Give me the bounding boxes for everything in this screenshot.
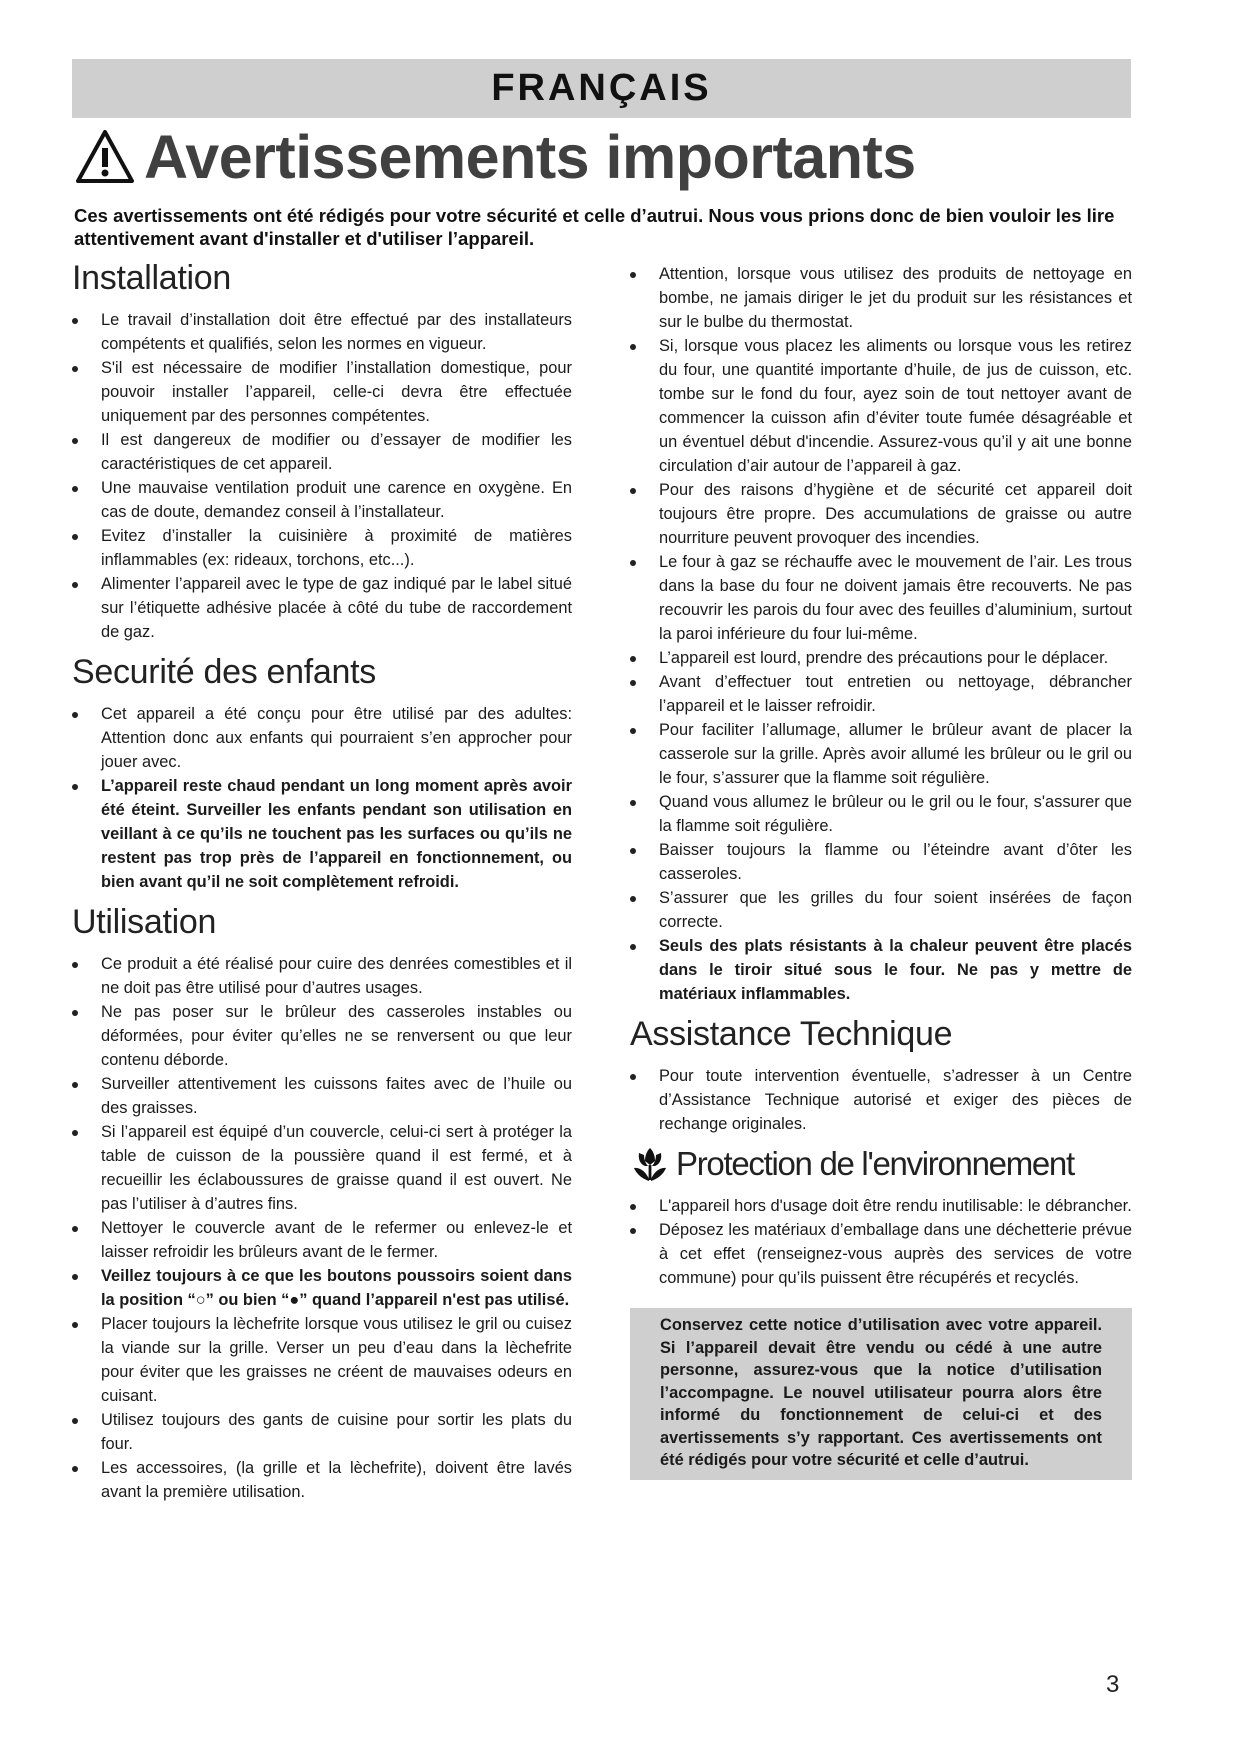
page-number: 3	[1106, 1671, 1120, 1698]
list-item: Ne pas poser sur le brûleur des casseroles instables ou déformées, pour éviter qu’elles ne se renversent ou que leur contenu déborde.	[72, 1000, 572, 1072]
bullet-icon	[72, 534, 78, 540]
list-item: L’appareil est lourd, prendre des précautions pour le déplacer.	[630, 646, 1132, 670]
bullet-icon	[72, 784, 78, 790]
bullet-icon	[72, 1010, 78, 1016]
environnement-list	[630, 1194, 1132, 1290]
installation-section	[72, 258, 572, 644]
bullet-icon	[630, 656, 636, 662]
assistance-section	[630, 1014, 1132, 1136]
bullet-icon	[72, 582, 78, 588]
page-title-text: Avertissements importants	[144, 123, 916, 191]
list-item: L’appareil reste chaud pendant un long moment après avoir été éteint. Surveiller les enfants pendant son utilisation en veillant à ce qu’ils ne touchent pas les surfaces ou qu’ils ne restent pas trop près de l’appareil en fonctionnement, ou bien avant qu’il ne soit complètement refroidi.	[72, 774, 572, 894]
securite-heading: Securité des enfants	[72, 653, 376, 691]
language-label: FRANÇAIS	[491, 67, 712, 109]
bullet-icon	[630, 680, 636, 686]
bullet-icon	[630, 896, 636, 902]
list-item: Pour faciliter l’allumage, allumer le brûleur avant de placer la casserole sur la grille. Après avoir allumé les brûleur ou le gril ou le four, s’assurer que la flamme soit régulière.	[630, 718, 1132, 790]
bullet-icon	[72, 1466, 78, 1472]
bullet-icon	[72, 1418, 78, 1424]
right-column	[630, 262, 1132, 1480]
bullet-icon	[630, 1204, 636, 1210]
securite-section	[72, 652, 572, 894]
list-item: S'il est nécessaire de modifier l’installation domestique, pour pouvoir installer l’appareil, celle-ci devra être effectuée uniquement par des personnes compétentes.	[72, 356, 572, 428]
bullet-icon	[630, 1074, 636, 1080]
list-item: Déposez les matériaux d’emballage dans une déchetterie prévue à cet effet (renseignez-vous auprès des services de votre commune) pour qu’ils puissent être récupérés et recyclés.	[630, 1218, 1132, 1290]
bullet-icon	[630, 272, 636, 278]
list-item: L'appareil hors d'usage doit être rendu inutilisable: le débrancher.	[630, 1194, 1132, 1218]
list-item: Une mauvaise ventilation produit une carence en oxygène. En cas de doute, demandez conseil à l’installateur.	[72, 476, 572, 524]
list-item: Surveiller attentivement les cuissons faites avec de l’huile ou des graisses.	[72, 1072, 572, 1120]
bullet-icon	[72, 1322, 78, 1328]
environnement-heading-text: Protection de l'environnement	[676, 1145, 1074, 1182]
bullet-icon	[630, 800, 636, 806]
utilisation-section	[72, 902, 572, 1504]
bullet-icon	[72, 962, 78, 968]
knob-off-symbol: ○	[195, 1291, 206, 1309]
bullet-icon	[630, 488, 636, 494]
list-item: Ce produit a été réalisé pour cuire des denrées comestibles et il ne doit pas être utilisé pour d’autres usages.	[72, 952, 572, 1000]
bullet-icon	[72, 486, 78, 492]
language-banner	[72, 59, 1131, 118]
list-item: Baisser toujours la flamme ou l’éteindre avant d’ôter les casseroles.	[630, 838, 1132, 886]
list-item: Attention, lorsque vous utilisez des produits de nettoyage en bombe, ne jamais diriger le jet du produit sur les résistances et sur le bulbe du thermostat.	[630, 262, 1132, 334]
page-title	[74, 118, 916, 196]
bullet-icon	[72, 1274, 78, 1280]
bullet-icon	[72, 1130, 78, 1136]
list-item: Alimenter l’appareil avec le type de gaz indiqué par le label situé sur l’étiquette adhésive placée à côté du tube de raccordement de gaz.	[72, 572, 572, 644]
list-item: Utilisez toujours des gants de cuisine pour sortir les plats du four.	[72, 1408, 572, 1456]
utilisation-list	[72, 952, 572, 1504]
warning-triangle-icon	[74, 128, 136, 186]
bullet-icon	[630, 560, 636, 566]
list-item: Cet appareil a été conçu pour être utilisé par des adultes: Attention donc aux enfants qui pourraient s’en approcher pour jouer avec.	[72, 702, 572, 774]
intro-paragraph: Ces avertissements ont été rédigés pour votre sécurité et celle d’autrui. Nous vous prions donc de bien vouloir les lire attentivement avant d'installer et d'utiliser l’appareil.	[74, 205, 1115, 249]
bullet-icon	[630, 944, 636, 950]
knob-on-symbol: ●	[289, 1291, 300, 1309]
bullet-icon	[630, 1228, 636, 1234]
list-item: Quand vous allumez le brûleur ou le gril ou le four, s'assurer que la flamme soit régulière.	[630, 790, 1132, 838]
list-item: Les accessoires, (la grille et la lèchefrite), doivent être lavés avant la première utilisation.	[72, 1456, 572, 1504]
list-item-knob-position: Veillez toujours à ce que les boutons poussoirs soient dans la position “○” ou bien “●” quand l’appareil n'est pas utilisé.	[72, 1264, 572, 1312]
list-item: Evitez d’installer la cuisinière à proximité de matières inflammables (ex: rideaux, torchons, etc...).	[72, 524, 572, 572]
left-column	[72, 258, 572, 1512]
utilisation-heading: Utilisation	[72, 903, 217, 941]
assistance-heading: Assistance Technique	[630, 1015, 953, 1053]
list-item: Seuls des plats résistants à la chaleur peuvent être placés dans le tiroir situé sous le four. Ne pas y mettre de matériaux inflammables.	[630, 934, 1132, 1006]
environnement-heading	[630, 1144, 1132, 1184]
installation-list	[72, 308, 572, 644]
utilisation-continued-section	[630, 262, 1132, 1006]
bullet-icon	[630, 344, 636, 350]
list-item: Si l’appareil est équipé d’un couvercle, celui-ci sert à protéger la table de cuisson de la poussière quand il est fermé, et à recueillir les éclaboussures de graisse quand il est ouvert. Ne pas l’utiliser à d’autres fins.	[72, 1120, 572, 1216]
bullet-icon	[630, 848, 636, 854]
bullet-icon	[72, 1082, 78, 1088]
bullet-icon	[72, 318, 78, 324]
installation-heading: Installation	[72, 259, 231, 297]
list-item: Placer toujours la lèchefrite lorsque vous utilisez le gril ou cuisez la viande sur la grille. Verser un peu d’eau dans la lèchefrite pour éviter que les graisses ne créent de mauvaises odeurs en cuisant.	[72, 1312, 572, 1408]
list-item: Le four à gaz se réchauffe avec le mouvement de l’air. Les trous dans la base du four ne doivent jamais être recouverts. Ne pas recouvrir les parois du four avec des feuilles d’aluminium, surtout la paroi inférieure du four lui-même.	[630, 550, 1132, 646]
list-item: S’assurer que les grilles du four soient insérées de façon correcte.	[630, 886, 1132, 934]
tulip-flower-icon	[630, 1144, 670, 1184]
bullet-icon	[72, 438, 78, 444]
bullet-icon	[72, 1226, 78, 1232]
list-item: Pour des raisons d’hygiène et de sécurité cet appareil doit toujours être propre. Des accumulations de graisse ou autre nourriture peuvent provoquer des incendies.	[630, 478, 1132, 550]
bullet-icon	[630, 728, 636, 734]
keep-notice-box: Conservez cette notice d’utilisation avec votre appareil. Si l’appareil devait être vendu ou cédé à une autre personne, assurez-vous que la notice d’utilisation l’accompagne. Le nouvel utilisateur pourra alors être informé du fonctionnement de celui-ci et des avertissements s’y rapportant. Ces avertissements ont été rédigés pour votre sécurité et celle d’autrui.	[630, 1308, 1132, 1480]
list-item: Avant d’effectuer tout entretien ou nettoyage, débrancher l’appareil et le laisser refroidir.	[630, 670, 1132, 718]
bullet-icon	[72, 366, 78, 372]
bullet-icon	[72, 712, 78, 718]
list-item: Il est dangereux de modifier ou d’essayer de modifier les caractéristiques de cet appareil.	[72, 428, 572, 476]
utilisation-continued-list	[630, 262, 1132, 1006]
assistance-list	[630, 1064, 1132, 1136]
list-item: Pour toute intervention éventuelle, s’adresser à un Centre d’Assistance Technique autorisé et exiger des pièces de rechange originales.	[630, 1064, 1132, 1136]
environnement-section	[630, 1144, 1132, 1290]
list-item: Nettoyer le couvercle avant de le refermer ou enlevez-le et laisser refroidir les brûleurs avant de le fermer.	[72, 1216, 572, 1264]
list-item: Si, lorsque vous placez les aliments ou lorsque vous les retirez du four, une quantité importante d’huile, de jus de cuisson, etc. tombe sur le fond du four, ayez soin de tout nettoyer avant de commencer la cuisson afin d’éviter toute fumée désagréable et un éventuel début d'incendie. Assurez-vous qu’il y ait une bonne circulation d’air autour de l’appareil à gaz.	[630, 334, 1132, 478]
list-item: Le travail d’installation doit être effectué par des installateurs compétents et qualifiés, selon les normes en vigueur.	[72, 308, 572, 356]
securite-list	[72, 702, 572, 894]
